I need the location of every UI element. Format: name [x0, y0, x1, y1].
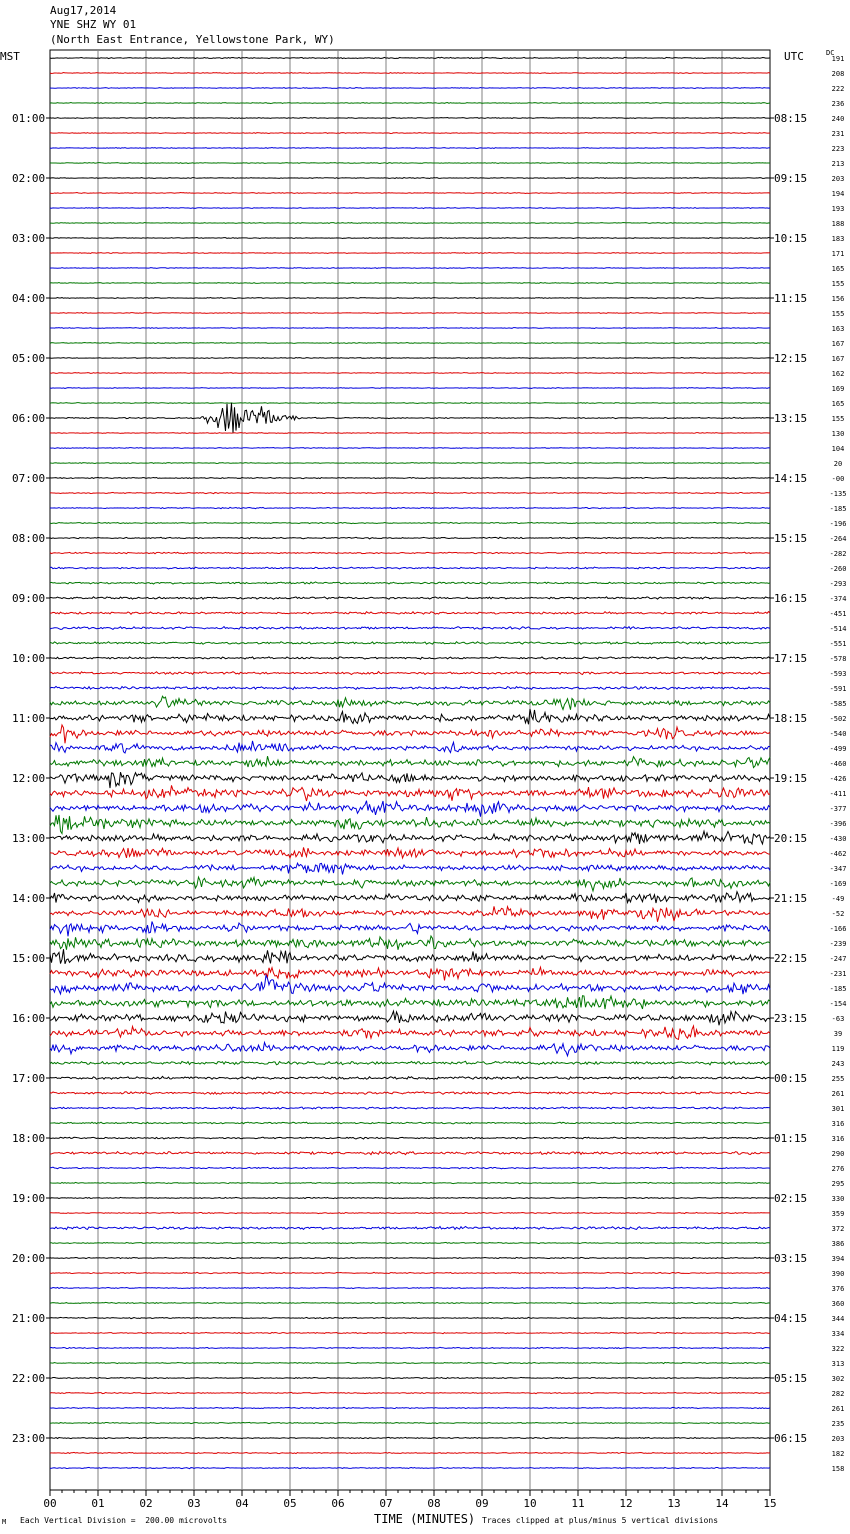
x-tick-label: 09 [475, 1497, 489, 1510]
trace-line [50, 921, 770, 936]
dc-offset-label: 155 [831, 415, 845, 423]
left-hour-label: 06:00 [12, 412, 46, 425]
dc-offset-label: 156 [831, 295, 845, 303]
right-hour-label: 05:15 [774, 1372, 808, 1385]
trace-line [50, 358, 770, 359]
right-hour-label: 15:15 [774, 532, 808, 545]
dc-offset-label: 235 [831, 1420, 845, 1428]
dc-offset-label: -260 [829, 565, 847, 573]
dc-offset-label: 276 [831, 1165, 845, 1173]
trace-line [50, 1302, 770, 1303]
trace-line [50, 463, 770, 464]
dc-offset-label: -578 [829, 655, 847, 663]
plot-grid [46, 50, 774, 1496]
dc-offset-label: 165 [831, 400, 845, 408]
trace-line [50, 103, 770, 104]
left-hour-label: 12:00 [12, 772, 46, 785]
trace-line [50, 672, 770, 675]
trace-line [50, 238, 770, 239]
trace-line [50, 831, 770, 844]
dc-offset-label: 316 [831, 1120, 845, 1128]
trace-line [50, 1242, 770, 1243]
right-hour-label: 11:15 [774, 292, 808, 305]
x-tick-label: 05 [283, 1497, 297, 1510]
trace-line [50, 996, 770, 1009]
dc-offset-header: DC [826, 49, 835, 57]
dc-offset-label: 183 [831, 235, 845, 243]
dc-offset-label: -451 [829, 610, 847, 618]
trace-line [50, 313, 770, 314]
dc-offset-label: -396 [829, 820, 847, 828]
dc-offset-label: 203 [831, 1435, 845, 1443]
right-hour-label: 20:15 [774, 832, 808, 845]
trace-line [50, 88, 770, 89]
trace-line [50, 772, 770, 788]
x-tick-label: 08 [427, 1497, 441, 1510]
left-hour-label: 02:00 [12, 172, 46, 185]
trace-line [50, 1122, 770, 1124]
trace-line [50, 801, 770, 817]
dc-offset-label: 243 [831, 1060, 845, 1068]
trace-line [50, 1452, 770, 1453]
record-date: Aug17,2014 [50, 4, 117, 17]
dc-offset-label: 334 [831, 1330, 845, 1338]
x-tick-label: 15 [763, 1497, 777, 1510]
x-tick-label: 03 [187, 1497, 201, 1510]
x-axis-title: TIME (MINUTES) [374, 1512, 476, 1526]
clip-note: Traces clipped at plus/minus 5 vertical divisions [482, 1516, 719, 1525]
dc-offset-label: 163 [831, 325, 845, 333]
right-hour-label: 14:15 [774, 472, 808, 485]
trace-line [50, 448, 770, 449]
left-hour-label: 03:00 [12, 232, 46, 245]
trace-line [50, 709, 770, 724]
trace-line [50, 1182, 770, 1183]
dc-offset-label: 301 [831, 1105, 845, 1113]
trace-line [50, 1347, 770, 1348]
trace-line [50, 178, 770, 179]
dc-offset-label: -166 [829, 925, 847, 933]
left-hour-label: 16:00 [12, 1012, 46, 1025]
trace-line [50, 118, 770, 119]
dc-offset-label: 162 [831, 370, 845, 378]
dc-offset-label: 295 [831, 1180, 845, 1188]
trace-line [50, 1107, 770, 1109]
dc-offset-label: -551 [829, 640, 847, 648]
dc-offset-label: -264 [829, 535, 847, 543]
x-tick-label: 12 [619, 1497, 633, 1510]
right-timezone-label: UTC [784, 50, 804, 63]
x-tick-label: 01 [91, 1497, 105, 1510]
dc-offset-label: 302 [831, 1375, 845, 1383]
dc-offset-label: -293 [829, 580, 847, 588]
trace-line [50, 522, 770, 523]
dc-offset-label: -52 [831, 910, 845, 918]
dc-offset-label: 394 [831, 1255, 845, 1263]
left-hour-label: 20:00 [12, 1252, 46, 1265]
dc-offset-label: 290 [831, 1150, 845, 1158]
left-hour-label: 14:00 [12, 892, 46, 905]
dc-offset-label: -540 [829, 730, 847, 738]
dc-offset-label: 222 [831, 85, 845, 93]
dc-offset-label: -377 [829, 805, 847, 813]
trace-line [50, 1362, 770, 1363]
dc-offset-label: 155 [831, 310, 845, 318]
dc-offset-label: -426 [829, 775, 847, 783]
dc-offset-label: 165 [831, 265, 845, 273]
right-hour-label: 22:15 [774, 952, 808, 965]
dc-offset-label: 104 [831, 445, 845, 453]
trace-line [50, 1257, 770, 1258]
dc-offset-label: -49 [831, 895, 845, 903]
scale-note: Each Vertical Division = 200.00 microvolts [20, 1516, 228, 1525]
station-code: YNE SHZ WY 01 [50, 18, 137, 31]
trace-line [50, 1332, 770, 1333]
trace-line [50, 223, 770, 224]
right-hour-label: 10:15 [774, 232, 808, 245]
dc-offset-label: 203 [831, 175, 845, 183]
trace-line [50, 403, 770, 404]
dc-offset-label: -585 [829, 700, 847, 708]
left-hour-label: 11:00 [12, 712, 46, 725]
trace-line [50, 949, 770, 964]
dc-offset-label: 167 [831, 340, 845, 348]
trace-line [50, 1317, 770, 1318]
left-hour-label: 15:00 [12, 952, 46, 965]
dc-offset-label: 231 [831, 130, 845, 138]
right-hour-label: 08:15 [774, 112, 808, 125]
dc-offset-label: -347 [829, 865, 847, 873]
dc-offset-label: 313 [831, 1360, 845, 1368]
trace-line [50, 642, 770, 645]
dc-offset-label: 236 [831, 100, 845, 108]
trace-line [50, 696, 770, 710]
trace-line [50, 1287, 770, 1288]
dc-offset-label: -239 [829, 940, 847, 948]
dc-offset-label: -460 [829, 760, 847, 768]
right-hour-label: 18:15 [774, 712, 808, 725]
dc-offset-label: 261 [831, 1405, 845, 1413]
right-hour-label: 02:15 [774, 1192, 808, 1205]
dc-offset-label: -593 [829, 670, 847, 678]
trace-line [50, 477, 770, 478]
trace-line [50, 433, 770, 434]
trace-line [50, 815, 770, 834]
right-hour-label: 00:15 [774, 1072, 808, 1085]
dc-offset-label: -231 [829, 970, 847, 978]
right-hour-label: 09:15 [774, 172, 808, 185]
x-tick-label: 04 [235, 1497, 249, 1510]
dc-offset-label: -169 [829, 880, 847, 888]
trace-line [50, 492, 770, 493]
trace-line [50, 73, 770, 74]
trace-line [50, 877, 770, 891]
dc-offset-label: 194 [831, 190, 845, 198]
trace-line [50, 1197, 770, 1198]
left-hour-label: 05:00 [12, 352, 46, 365]
x-tick-label: 02 [139, 1497, 153, 1510]
right-hour-label: 16:15 [774, 592, 808, 605]
trace-line [50, 627, 770, 630]
dc-offset-label: 360 [831, 1300, 845, 1308]
left-hour-label: 04:00 [12, 292, 46, 305]
right-hour-label: 01:15 [774, 1132, 808, 1145]
dc-offset-label: -247 [829, 955, 847, 963]
left-hour-label: 08:00 [12, 532, 46, 545]
logo-mark: M [2, 1518, 7, 1526]
trace-line [50, 1061, 770, 1065]
dc-offset-label: -374 [829, 595, 847, 603]
trace-line [50, 1167, 770, 1169]
dc-offset-label: 119 [831, 1045, 845, 1053]
label-group [12, 55, 846, 1510]
dc-offset-label: -514 [829, 625, 847, 633]
trace-line [50, 936, 770, 950]
plot-frame [50, 50, 770, 1490]
trace-line [50, 686, 770, 689]
left-hour-label: 19:00 [12, 1192, 46, 1205]
dc-offset-label: 213 [831, 160, 845, 168]
dc-offset-label: 39 [833, 1030, 843, 1038]
trace-line [50, 57, 770, 58]
trace-line [50, 1212, 770, 1213]
dc-offset-label: 372 [831, 1225, 845, 1233]
trace-line [50, 1377, 770, 1378]
dc-offset-label: 359 [831, 1210, 845, 1218]
dc-offset-label: -430 [829, 835, 847, 843]
trace-line [50, 967, 770, 980]
dc-offset-label: -502 [829, 715, 847, 723]
trace-line [50, 283, 770, 284]
trace-line [50, 1092, 770, 1095]
trace-line [50, 612, 770, 615]
left-hour-label: 09:00 [12, 592, 46, 605]
dc-offset-label: 344 [831, 1315, 845, 1323]
right-hour-label: 21:15 [774, 892, 808, 905]
dc-offset-label: 182 [831, 1450, 845, 1458]
x-tick-label: 11 [571, 1497, 585, 1510]
trace-line [50, 343, 770, 344]
trace-line [50, 328, 770, 329]
left-hour-label: 10:00 [12, 652, 46, 665]
dc-offset-label: 158 [831, 1465, 845, 1473]
x-tick-label: 07 [379, 1497, 393, 1510]
trace-line [50, 1042, 770, 1055]
dc-offset-label: -154 [829, 1000, 847, 1008]
left-hour-label: 17:00 [12, 1072, 46, 1085]
trace-line [50, 1137, 770, 1139]
dc-offset-label: 130 [831, 430, 845, 438]
dc-offset-label: 316 [831, 1135, 845, 1143]
dc-offset-label: -462 [829, 850, 847, 858]
trace-line [50, 537, 770, 539]
trace-line [50, 597, 770, 599]
dc-offset-label: 255 [831, 1075, 845, 1083]
trace-line [50, 403, 770, 433]
dc-offset-label: 167 [831, 355, 845, 363]
dc-offset-label: 169 [831, 385, 845, 393]
dc-offset-label: -185 [829, 985, 847, 993]
left-timezone-label: MST [0, 50, 20, 63]
left-hour-label: 18:00 [12, 1132, 46, 1145]
trace-line [50, 1467, 770, 1468]
trace-line [50, 1437, 770, 1438]
dc-offset-label: -63 [831, 1015, 845, 1023]
trace-line [50, 1226, 770, 1229]
left-hour-label: 07:00 [12, 472, 46, 485]
left-hour-label: 22:00 [12, 1372, 46, 1385]
trace-group [50, 57, 770, 1468]
right-hour-label: 12:15 [774, 352, 808, 365]
dc-offset-label: -591 [829, 685, 847, 693]
trace-line [50, 373, 770, 374]
trace-line [50, 1392, 770, 1393]
dc-offset-label: -185 [829, 505, 847, 513]
right-hour-label: 23:15 [774, 1012, 808, 1025]
dc-offset-label: -282 [829, 550, 847, 558]
trace-line [50, 567, 770, 569]
dc-offset-label: -196 [829, 520, 847, 528]
right-hour-label: 17:15 [774, 652, 808, 665]
trace-line [50, 785, 770, 801]
dc-offset-label: -00 [831, 475, 845, 483]
dc-offset-label: 240 [831, 115, 845, 123]
trace-line [50, 1422, 770, 1423]
trace-line [50, 388, 770, 389]
dc-offset-label: 155 [831, 280, 845, 288]
trace-line [50, 906, 770, 921]
dc-offset-label: 282 [831, 1390, 845, 1398]
dc-offset-label: 20 [833, 460, 843, 468]
left-hour-label: 01:00 [12, 112, 46, 125]
x-tick-label: 06 [331, 1497, 345, 1510]
dc-offset-label: 322 [831, 1345, 845, 1353]
trace-line [50, 657, 770, 660]
station-location: (North East Entrance, Yellowstone Park, WY) [50, 33, 335, 46]
trace-line [50, 268, 770, 269]
dc-offset-label: 171 [831, 250, 845, 258]
dc-offset-label: -499 [829, 745, 847, 753]
right-hour-label: 04:15 [774, 1312, 808, 1325]
trace-line [50, 133, 770, 134]
trace-line [50, 1407, 770, 1408]
trace-line [50, 552, 770, 554]
left-hour-label: 21:00 [12, 1312, 46, 1325]
trace-line [50, 582, 770, 584]
trace-line [50, 507, 770, 508]
x-tick-label: 14 [715, 1497, 729, 1510]
dc-offset-label: 330 [831, 1195, 845, 1203]
trace-line [50, 163, 770, 164]
dc-offset-label: 191 [831, 55, 845, 63]
trace-line [50, 1011, 770, 1025]
trace-line [50, 725, 770, 743]
left-hour-label: 13:00 [12, 832, 46, 845]
dc-offset-label: 208 [831, 70, 845, 78]
left-hour-label: 23:00 [12, 1432, 46, 1445]
trace-line [50, 1151, 770, 1154]
x-tick-label: 00 [43, 1497, 57, 1510]
dc-offset-label: 193 [831, 205, 845, 213]
x-tick-label: 13 [667, 1497, 681, 1510]
trace-line [50, 1272, 770, 1273]
dc-offset-label: -135 [829, 490, 847, 498]
right-hour-label: 06:15 [774, 1432, 808, 1445]
trace-line [50, 148, 770, 149]
trace-line [50, 975, 770, 994]
trace-line [50, 193, 770, 194]
dc-offset-label: 188 [831, 220, 845, 228]
trace-line [50, 756, 770, 767]
x-tick-label: 10 [523, 1497, 537, 1510]
trace-line [50, 1026, 770, 1039]
trace-line [50, 253, 770, 254]
right-hour-label: 03:15 [774, 1252, 808, 1265]
dc-offset-label: 390 [831, 1270, 845, 1278]
dc-offset-label: 386 [831, 1240, 845, 1248]
trace-line [50, 297, 770, 298]
right-hour-label: 13:15 [774, 412, 808, 425]
dc-offset-label: -411 [829, 790, 847, 798]
trace-line [50, 1076, 770, 1079]
trace-line [50, 741, 770, 753]
trace-line [50, 892, 770, 903]
dc-offset-label: 261 [831, 1090, 845, 1098]
trace-line [50, 847, 770, 858]
dc-offset-label: 376 [831, 1285, 845, 1293]
dc-offset-label: 223 [831, 145, 845, 153]
trace-line [50, 208, 770, 209]
trace-line [50, 863, 770, 874]
right-hour-label: 19:15 [774, 772, 808, 785]
